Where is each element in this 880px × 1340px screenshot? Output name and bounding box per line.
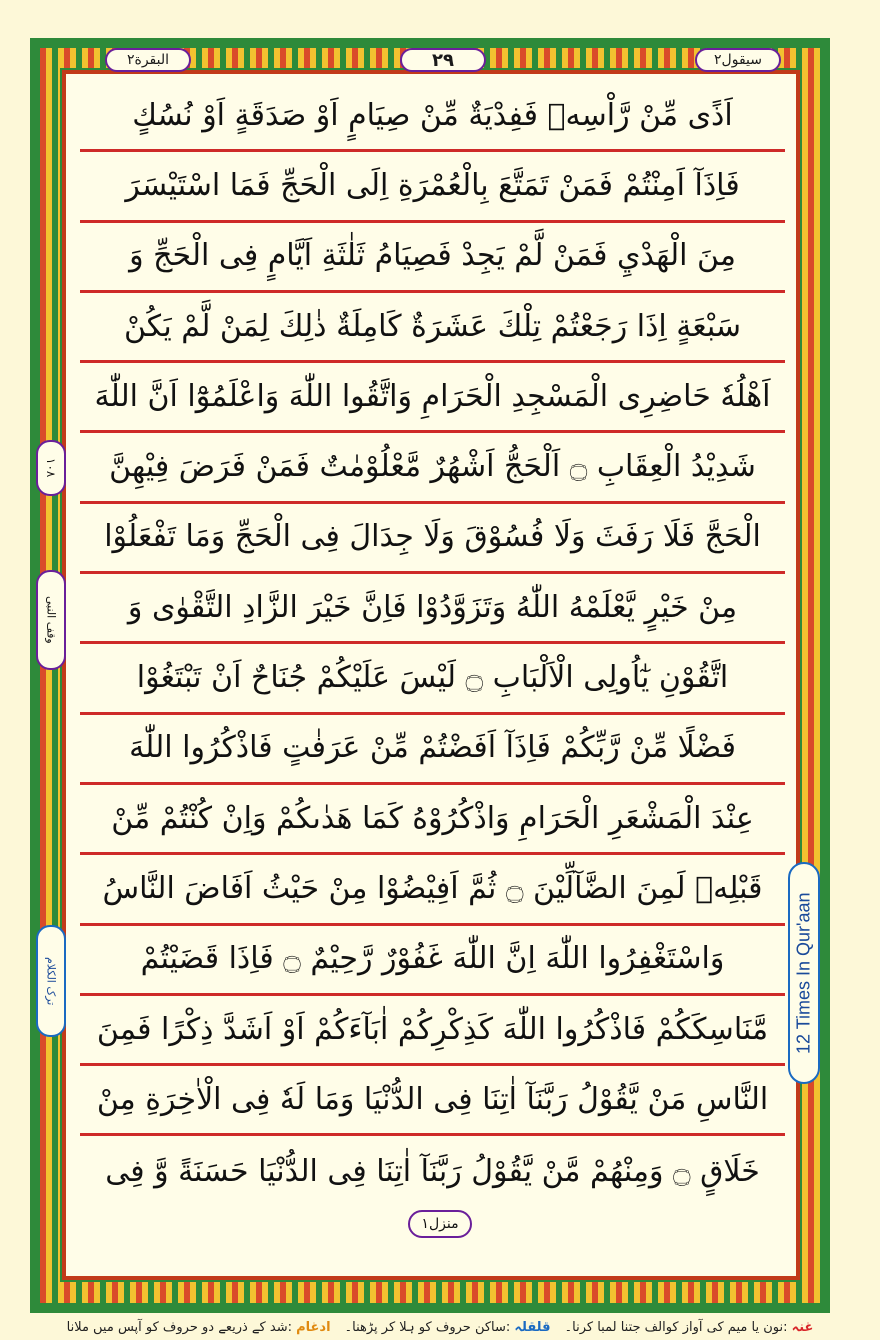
- verse-text: فَاِذَآ اَمِنْتُمْ فَمَنْ تَمَتَّعَ بِالْعُمْرَةِ اِلَى الْحَجِّ فَمَا اسْتَيْسَرَ: [125, 167, 740, 203]
- legend-idgham: [67, 1320, 331, 1335]
- verse-text: شَدِيْدُ الْعِقَابِ ۝ اَلْحَجُّ اَشْهُرٌ مَّعْلُوْمٰتٌ فَمَنْ فَرَضَ فِيْهِنَّ: [109, 449, 756, 485]
- verse-line: [80, 433, 785, 503]
- verse-line: [80, 574, 785, 644]
- page-number: ۲۹: [400, 48, 486, 72]
- ghunna-text: :نون یا میم کی آواز کوالف جتنا لمبا کرنا۔: [564, 1319, 788, 1335]
- idgham-key: ادغام: [296, 1319, 331, 1335]
- verse-line: [80, 1066, 785, 1136]
- verse-line: [80, 715, 785, 785]
- waqf-marker: وقف النبی: [36, 570, 66, 670]
- verse-line: [80, 644, 785, 714]
- verse-text: اَهْلُهٗ حَاضِرِى الْمَسْجِدِ الْحَرَامِ وَاتَّقُوا اللّٰهَ وَاعْلَمُوْٓا اَنَّ اللّٰهَ: [94, 378, 771, 414]
- page-header: [105, 44, 780, 78]
- manzil-label: منزل۱: [408, 1210, 472, 1238]
- verse-text: مِنْ خَيْرٍ يَّعْلَمْهُ اللّٰهُ وَتَزَوَّدُوْا فَاِنَّ خَيْرَ الزَّادِ التَّقْوٰى وَ: [127, 589, 738, 625]
- qalqala-text: :ساکن حروف کو ہلا کر پڑھنا۔: [344, 1319, 511, 1335]
- legend-ghunna: [565, 1320, 814, 1335]
- surah-name: سیقول۲: [695, 48, 781, 72]
- ghunna-key: غنہ: [791, 1319, 814, 1335]
- verse-text: سَبْعَةٍ اِذَا رَجَعْتُمْ تِلْكَ عَشَرَةٌ كَامِلَةٌ ذٰلِكَ لِمَنْ لَّمْ يَكُنْ: [123, 308, 742, 344]
- side-note: ترک الکلام: [36, 925, 66, 1037]
- ruku-marker: ۱۰۸: [36, 440, 66, 496]
- occurrence-note: 12 Times In Qur'aan: [788, 862, 820, 1084]
- verse-text: مِنَ الْهَدْيِ فَمَنْ لَّمْ يَجِدْ فَصِيَامُ ثَلٰثَةِ اَيَّامٍ فِى الْحَجِّ وَ: [129, 238, 736, 274]
- verse-text: عِنْدَ الْمَشْعَرِ الْحَرَامِ وَاذْكُرُوْهُ كَمَا هَدٰىكُمْ وَاِنْ كُنْتُمْ مِّنْ: [111, 800, 754, 836]
- verse-line: [80, 504, 785, 574]
- verse-line: [80, 996, 785, 1066]
- tajweed-legend: [0, 1316, 880, 1338]
- verse-line: [80, 926, 785, 996]
- verse-text: خَلَاقٍ ۝ وَمِنْهُمْ مَّنْ يَّقُوْلُ رَبَّنَآ اٰتِنَا فِى الدُّنْيَا حَسَنَةً وَّ فِى: [105, 1153, 760, 1189]
- verse-line: [80, 82, 785, 152]
- verse-line: [80, 293, 785, 363]
- verse-text: النَّاسِ مَنْ يَّقُوْلُ رَبَّنَآ اٰتِنَا فِى الدُّنْيَا وَمَا لَهٗ فِى الْاٰخِرَةِ مِنْ: [96, 1081, 769, 1117]
- verse-line: [80, 152, 785, 222]
- verse-text: وَاسْتَغْفِرُوا اللّٰهَ اِنَّ اللّٰهَ غَفُوْرٌ رَّحِيْمٌ ۝ فَاِذَا قَضَيْتُمْ: [140, 941, 725, 977]
- verse-text: الْحَجَّ فَلَا رَفَثَ وَلَا فُسُوْقَ وَلَا جِدَالَ فِى الْحَجِّ وَمَا تَفْعَلُوْا: [104, 519, 761, 555]
- verse-line: [80, 855, 785, 925]
- verse-text: اتَّقُوْنِ يٰٓاُولِى الْاَلْبَابِ ۝ لَيْسَ عَلَيْكُمْ جُنَاحٌ اَنْ تَبْتَغُوْا: [136, 660, 729, 696]
- verse-line: [80, 363, 785, 433]
- qalqala-key: قلقلہ: [514, 1319, 551, 1335]
- verse-line: [80, 785, 785, 855]
- para-name: البقرة۲: [105, 48, 191, 72]
- idgham-text: :شد کے ذریعے دو حروف کو آپس میں ملانا: [66, 1319, 292, 1335]
- verse-line: [80, 223, 785, 293]
- verse-text: مَّنَاسِكَكُمْ فَاذْكُرُوا اللّٰهَ كَذِكْرِكُمْ اٰبَآءَكُمْ اَوْ اَشَدَّ ذِكْرًا فَمِنَ: [96, 1011, 769, 1047]
- verse-text: قَبْلِهٖ لَمِنَ الضَّآلِّيْنَ ۝ ثُمَّ اَفِيْضُوْا مِنْ حَيْثُ اَفَاضَ النَّاسُ: [102, 870, 763, 906]
- verse-lines: [80, 82, 785, 1207]
- verse-text: فَضْلًا مِّنْ رَّبِّكُمْ فَاِذَآ اَفَضْتُمْ مِّنْ عَرَفٰتٍ فَاذْكُرُوا اللّٰهَ: [129, 730, 736, 766]
- verse-line: [80, 1136, 785, 1206]
- legend-qalqala: [345, 1320, 551, 1335]
- verse-text: اَذًى مِّنْ رَّاْسِهٖ فَفِدْيَةٌ مِّنْ صِيَامٍ اَوْ صَدَقَةٍ اَوْ نُسُكٍ: [132, 97, 733, 133]
